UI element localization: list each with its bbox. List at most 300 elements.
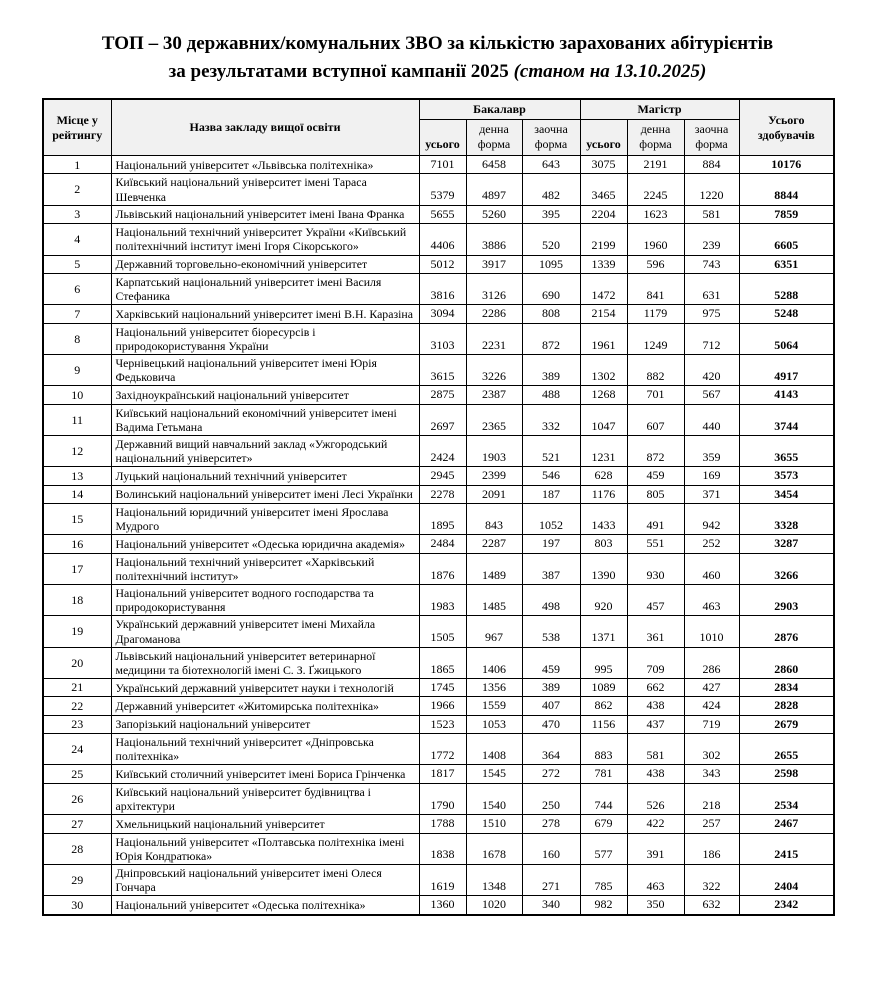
rank-cell: 6 (43, 273, 111, 304)
master-total-cell: 1472 (580, 273, 627, 304)
bachelor-total-cell: 1745 (419, 678, 466, 696)
total-students-cell: 2598 (739, 765, 834, 783)
master-part-time-cell: 460 (684, 553, 739, 584)
bachelor-total-cell: 1790 (419, 783, 466, 814)
university-name-cell: Дніпровський національний університет імені Олеся Гончара (111, 864, 419, 895)
master-full-time-cell: 581 (627, 734, 684, 765)
master-part-time-cell: 463 (684, 585, 739, 616)
total-students-cell: 4917 (739, 354, 834, 385)
header-bachelor: Бакалавр (419, 99, 580, 120)
master-total-cell: 577 (580, 833, 627, 864)
bachelor-full-time-cell: 3226 (466, 354, 522, 385)
university-name-cell: Державний вищий навчальний заклад «Ужгородський національний університет» (111, 435, 419, 466)
bachelor-total-cell: 2945 (419, 467, 466, 485)
bachelor-part-time-cell: 1052 (522, 504, 580, 535)
header-bachelor-part-time: заочна форма (522, 120, 580, 156)
bachelor-total-cell: 1523 (419, 715, 466, 733)
master-full-time-cell: 607 (627, 404, 684, 435)
bachelor-part-time-cell: 546 (522, 467, 580, 485)
rank-cell: 9 (43, 354, 111, 385)
university-name-cell: Державний торговельно-економічний університет (111, 255, 419, 273)
master-full-time-cell: 422 (627, 815, 684, 833)
master-full-time-cell: 437 (627, 715, 684, 733)
master-full-time-cell: 350 (627, 896, 684, 915)
table-row (43, 255, 834, 273)
university-name-cell: Національний університет «Львівська політехніка» (111, 156, 419, 174)
bachelor-full-time-cell: 1540 (466, 783, 522, 814)
master-full-time-cell: 391 (627, 833, 684, 864)
master-part-time-cell: 1010 (684, 616, 739, 647)
total-students-cell: 2467 (739, 815, 834, 833)
universities-table (42, 98, 835, 915)
table-row (43, 647, 834, 678)
university-name-cell: Волинський національний університет імені Лесі Українки (111, 485, 419, 503)
master-part-time-cell: 286 (684, 647, 739, 678)
bachelor-part-time-cell: 187 (522, 485, 580, 503)
bachelor-full-time-cell: 6458 (466, 156, 522, 174)
bachelor-part-time-cell: 389 (522, 678, 580, 696)
header-master: Магістр (580, 99, 739, 120)
master-part-time-cell: 884 (684, 156, 739, 174)
master-full-time-cell: 930 (627, 553, 684, 584)
master-full-time-cell: 463 (627, 864, 684, 895)
bachelor-full-time-cell: 967 (466, 616, 522, 647)
rank-cell: 27 (43, 815, 111, 833)
rank-cell: 7 (43, 305, 111, 323)
master-part-time-cell: 371 (684, 485, 739, 503)
bachelor-total-cell: 1360 (419, 896, 466, 915)
rank-cell: 8 (43, 323, 111, 354)
master-total-cell: 1089 (580, 678, 627, 696)
bachelor-full-time-cell: 4897 (466, 174, 522, 205)
master-total-cell: 1390 (580, 553, 627, 584)
master-full-time-cell: 526 (627, 783, 684, 814)
university-name-cell: Київський столичний університет імені Бориса Грінченка (111, 765, 419, 783)
master-part-time-cell: 581 (684, 205, 739, 223)
bachelor-part-time-cell: 470 (522, 715, 580, 733)
master-total-cell: 3465 (580, 174, 627, 205)
table-row (43, 678, 834, 696)
rank-cell: 23 (43, 715, 111, 733)
rank-cell: 3 (43, 205, 111, 223)
title-line1: ТОП – 30 державних/комунальних ЗВО за кількістю зарахованих абітурієнтів (101, 33, 774, 54)
bachelor-part-time-cell: 278 (522, 815, 580, 833)
bachelor-part-time-cell: 395 (522, 205, 580, 223)
bachelor-part-time-cell: 272 (522, 765, 580, 783)
bachelor-total-cell: 3094 (419, 305, 466, 323)
header-row-groups (43, 99, 834, 120)
master-full-time-cell: 2245 (627, 174, 684, 205)
bachelor-full-time-cell: 1406 (466, 647, 522, 678)
master-part-time-cell: 186 (684, 833, 739, 864)
table-row (43, 815, 834, 833)
university-name-cell: Національний технічний університет України «Київський політехнічний інститут імені Ігоря Сікорського» (111, 224, 419, 255)
table-row (43, 734, 834, 765)
table-row (43, 386, 834, 404)
university-name-cell: Хмельницький національний університет (111, 815, 419, 833)
master-part-time-cell: 719 (684, 715, 739, 733)
master-part-time-cell: 567 (684, 386, 739, 404)
total-students-cell: 2534 (739, 783, 834, 814)
master-total-cell: 920 (580, 585, 627, 616)
master-total-cell: 995 (580, 647, 627, 678)
master-part-time-cell: 1220 (684, 174, 739, 205)
university-name-cell: Чернівецький національний університет імені Юрія Федьковича (111, 354, 419, 385)
master-full-time-cell: 361 (627, 616, 684, 647)
table-row (43, 224, 834, 255)
master-total-cell: 1339 (580, 255, 627, 273)
master-part-time-cell: 743 (684, 255, 739, 273)
bachelor-full-time-cell: 1545 (466, 765, 522, 783)
bachelor-part-time-cell: 271 (522, 864, 580, 895)
master-full-time-cell: 1623 (627, 205, 684, 223)
bachelor-total-cell: 2697 (419, 404, 466, 435)
bachelor-full-time-cell: 2365 (466, 404, 522, 435)
table-row (43, 504, 834, 535)
bachelor-total-cell: 5379 (419, 174, 466, 205)
bachelor-total-cell: 1838 (419, 833, 466, 864)
rank-cell: 29 (43, 864, 111, 895)
bachelor-part-time-cell: 520 (522, 224, 580, 255)
bachelor-full-time-cell: 1510 (466, 815, 522, 833)
bachelor-total-cell: 1865 (419, 647, 466, 678)
table-row (43, 435, 834, 466)
table-header (43, 99, 834, 156)
total-students-cell: 6351 (739, 255, 834, 273)
table-row (43, 354, 834, 385)
total-students-cell: 2404 (739, 864, 834, 895)
title-date: (станом на 13.10.2025) (513, 60, 707, 82)
rank-cell: 21 (43, 678, 111, 696)
master-total-cell: 1176 (580, 485, 627, 503)
total-students-cell: 5248 (739, 305, 834, 323)
master-full-time-cell: 459 (627, 467, 684, 485)
total-students-cell: 2655 (739, 734, 834, 765)
master-full-time-cell: 457 (627, 585, 684, 616)
master-total-cell: 1268 (580, 386, 627, 404)
bachelor-part-time-cell: 407 (522, 697, 580, 715)
bachelor-part-time-cell: 332 (522, 404, 580, 435)
total-students-cell: 10176 (739, 156, 834, 174)
university-name-cell: Карпатський національний університет імені Василя Стефаника (111, 273, 419, 304)
bachelor-part-time-cell: 1095 (522, 255, 580, 273)
header-university-name: Назва закладу вищої освіти (111, 99, 419, 156)
total-students-cell: 2828 (739, 697, 834, 715)
university-name-cell: Національний технічний університет «Дніпровська політехніка» (111, 734, 419, 765)
bachelor-full-time-cell: 1356 (466, 678, 522, 696)
rank-cell: 28 (43, 833, 111, 864)
bachelor-full-time-cell: 2399 (466, 467, 522, 485)
master-total-cell: 1433 (580, 504, 627, 535)
bachelor-total-cell: 5012 (419, 255, 466, 273)
table-row (43, 323, 834, 354)
master-total-cell: 781 (580, 765, 627, 783)
bachelor-full-time-cell: 2387 (466, 386, 522, 404)
master-total-cell: 883 (580, 734, 627, 765)
rank-cell: 16 (43, 535, 111, 553)
header-master-total: усього (580, 120, 627, 156)
master-total-cell: 679 (580, 815, 627, 833)
master-total-cell: 2199 (580, 224, 627, 255)
table-row (43, 273, 834, 304)
master-full-time-cell: 491 (627, 504, 684, 535)
master-part-time-cell: 631 (684, 273, 739, 304)
bachelor-full-time-cell: 1903 (466, 435, 522, 466)
bachelor-total-cell: 1772 (419, 734, 466, 765)
bachelor-part-time-cell: 389 (522, 354, 580, 385)
total-students-cell: 3266 (739, 553, 834, 584)
master-full-time-cell: 841 (627, 273, 684, 304)
bachelor-part-time-cell: 808 (522, 305, 580, 323)
master-part-time-cell: 252 (684, 535, 739, 553)
master-total-cell: 1302 (580, 354, 627, 385)
bachelor-full-time-cell: 1020 (466, 896, 522, 915)
bachelor-full-time-cell: 843 (466, 504, 522, 535)
bachelor-part-time-cell: 643 (522, 156, 580, 174)
university-name-cell: Київський національний економічний університет імені Вадима Гетьмана (111, 404, 419, 435)
master-part-time-cell: 302 (684, 734, 739, 765)
master-total-cell: 1047 (580, 404, 627, 435)
bachelor-full-time-cell: 3917 (466, 255, 522, 273)
university-name-cell: Національний університет біоресурсів і природокористування України (111, 323, 419, 354)
rank-cell: 12 (43, 435, 111, 466)
table-row (43, 404, 834, 435)
rank-cell: 25 (43, 765, 111, 783)
bachelor-part-time-cell: 459 (522, 647, 580, 678)
bachelor-part-time-cell: 538 (522, 616, 580, 647)
bachelor-total-cell: 1983 (419, 585, 466, 616)
table-row (43, 485, 834, 503)
bachelor-total-cell: 2278 (419, 485, 466, 503)
bachelor-total-cell: 3615 (419, 354, 466, 385)
table-row (43, 765, 834, 783)
bachelor-part-time-cell: 872 (522, 323, 580, 354)
table-row (43, 467, 834, 485)
total-students-cell: 3744 (739, 404, 834, 435)
header-bachelor-total: усього (419, 120, 466, 156)
bachelor-part-time-cell: 482 (522, 174, 580, 205)
university-name-cell: Національний юридичний університет імені Ярослава Мудрого (111, 504, 419, 535)
master-part-time-cell: 712 (684, 323, 739, 354)
total-students-cell: 2860 (739, 647, 834, 678)
bachelor-part-time-cell: 521 (522, 435, 580, 466)
rank-cell: 11 (43, 404, 111, 435)
bachelor-total-cell: 5655 (419, 205, 466, 223)
master-full-time-cell: 438 (627, 697, 684, 715)
master-total-cell: 785 (580, 864, 627, 895)
total-students-cell: 3287 (739, 535, 834, 553)
rank-cell: 24 (43, 734, 111, 765)
rank-cell: 22 (43, 697, 111, 715)
header-master-full-time: денна форма (627, 120, 684, 156)
total-students-cell: 3655 (739, 435, 834, 466)
table-row (43, 896, 834, 915)
master-full-time-cell: 701 (627, 386, 684, 404)
university-name-cell: Український державний університет імені Михайла Драгоманова (111, 616, 419, 647)
master-full-time-cell: 709 (627, 647, 684, 678)
master-full-time-cell: 596 (627, 255, 684, 273)
bachelor-full-time-cell: 3126 (466, 273, 522, 304)
bachelor-total-cell: 1876 (419, 553, 466, 584)
total-students-cell: 2876 (739, 616, 834, 647)
master-part-time-cell: 218 (684, 783, 739, 814)
total-students-cell: 4143 (739, 386, 834, 404)
bachelor-part-time-cell: 498 (522, 585, 580, 616)
header-bachelor-full-time: денна форма (466, 120, 522, 156)
master-total-cell: 1371 (580, 616, 627, 647)
master-part-time-cell: 239 (684, 224, 739, 255)
rank-cell: 15 (43, 504, 111, 535)
bachelor-total-cell: 1505 (419, 616, 466, 647)
university-name-cell: Національний університет «Одеська політехніка» (111, 896, 419, 915)
rank-cell: 10 (43, 386, 111, 404)
university-name-cell: Запорізький національний університет (111, 715, 419, 733)
bachelor-total-cell: 3103 (419, 323, 466, 354)
bachelor-full-time-cell: 2287 (466, 535, 522, 553)
table-row (43, 833, 834, 864)
master-total-cell: 2154 (580, 305, 627, 323)
bachelor-part-time-cell: 250 (522, 783, 580, 814)
university-name-cell: Національний університет «Одеська юридична академія» (111, 535, 419, 553)
total-students-cell: 3573 (739, 467, 834, 485)
rank-cell: 1 (43, 156, 111, 174)
master-total-cell: 744 (580, 783, 627, 814)
table-row (43, 205, 834, 223)
table-row (43, 305, 834, 323)
university-name-cell: Київський національний університет будівництва і архітектури (111, 783, 419, 814)
bachelor-full-time-cell: 1559 (466, 697, 522, 715)
master-part-time-cell: 343 (684, 765, 739, 783)
bachelor-full-time-cell: 1408 (466, 734, 522, 765)
total-students-cell: 2679 (739, 715, 834, 733)
bachelor-total-cell: 2484 (419, 535, 466, 553)
bachelor-total-cell: 2424 (419, 435, 466, 466)
master-full-time-cell: 1179 (627, 305, 684, 323)
bachelor-part-time-cell: 160 (522, 833, 580, 864)
rank-cell: 4 (43, 224, 111, 255)
bachelor-full-time-cell: 5260 (466, 205, 522, 223)
university-name-cell: Національний університет водного господарства та природокористування (111, 585, 419, 616)
total-students-cell: 2415 (739, 833, 834, 864)
table-row (43, 156, 834, 174)
master-part-time-cell: 427 (684, 678, 739, 696)
bachelor-total-cell: 1817 (419, 765, 466, 783)
master-full-time-cell: 1960 (627, 224, 684, 255)
master-total-cell: 1156 (580, 715, 627, 733)
table-row (43, 864, 834, 895)
table-row (43, 616, 834, 647)
total-students-cell: 8844 (739, 174, 834, 205)
master-full-time-cell: 2191 (627, 156, 684, 174)
bachelor-total-cell: 4406 (419, 224, 466, 255)
rank-cell: 18 (43, 585, 111, 616)
rank-cell: 20 (43, 647, 111, 678)
total-students-cell: 2342 (739, 896, 834, 915)
rank-cell: 13 (43, 467, 111, 485)
master-part-time-cell: 975 (684, 305, 739, 323)
rank-cell: 5 (43, 255, 111, 273)
bachelor-full-time-cell: 3886 (466, 224, 522, 255)
bachelor-total-cell: 2875 (419, 386, 466, 404)
total-students-cell: 2834 (739, 678, 834, 696)
master-total-cell: 862 (580, 697, 627, 715)
master-part-time-cell: 632 (684, 896, 739, 915)
master-total-cell: 803 (580, 535, 627, 553)
master-part-time-cell: 257 (684, 815, 739, 833)
university-name-cell: Київський національний університет імені Тараса Шевченка (111, 174, 419, 205)
university-name-cell: Державний університет «Житомирська політехніка» (111, 697, 419, 715)
master-full-time-cell: 805 (627, 485, 684, 503)
table-row (43, 783, 834, 814)
bachelor-full-time-cell: 2286 (466, 305, 522, 323)
university-name-cell: Український державний університет науки і технологій (111, 678, 419, 696)
table-body (43, 156, 834, 915)
university-name-cell: Національний технічний університет «Харківський політехнічний інститут» (111, 553, 419, 584)
header-rank: Місце у рейтингу (43, 99, 111, 156)
bachelor-full-time-cell: 1053 (466, 715, 522, 733)
master-full-time-cell: 882 (627, 354, 684, 385)
table-row (43, 715, 834, 733)
bachelor-full-time-cell: 1678 (466, 833, 522, 864)
bachelor-part-time-cell: 690 (522, 273, 580, 304)
master-total-cell: 982 (580, 896, 627, 915)
total-students-cell: 6605 (739, 224, 834, 255)
bachelor-total-cell: 1966 (419, 697, 466, 715)
bachelor-full-time-cell: 1348 (466, 864, 522, 895)
master-total-cell: 1231 (580, 435, 627, 466)
master-part-time-cell: 322 (684, 864, 739, 895)
bachelor-full-time-cell: 2231 (466, 323, 522, 354)
total-students-cell: 7859 (739, 205, 834, 223)
bachelor-part-time-cell: 387 (522, 553, 580, 584)
master-full-time-cell: 1249 (627, 323, 684, 354)
rank-cell: 30 (43, 896, 111, 915)
table-row (43, 697, 834, 715)
master-full-time-cell: 662 (627, 678, 684, 696)
bachelor-part-time-cell: 488 (522, 386, 580, 404)
rank-cell: 19 (43, 616, 111, 647)
bachelor-total-cell: 7101 (419, 156, 466, 174)
master-part-time-cell: 359 (684, 435, 739, 466)
table-row (43, 585, 834, 616)
rank-cell: 26 (43, 783, 111, 814)
header-master-part-time: заочна форма (684, 120, 739, 156)
master-part-time-cell: 424 (684, 697, 739, 715)
university-name-cell: Національний університет «Полтавська політехніка імені Юрія Кондратюка» (111, 833, 419, 864)
bachelor-full-time-cell: 2091 (466, 485, 522, 503)
bachelor-part-time-cell: 197 (522, 535, 580, 553)
master-total-cell: 1961 (580, 323, 627, 354)
master-total-cell: 628 (580, 467, 627, 485)
rank-cell: 2 (43, 174, 111, 205)
master-full-time-cell: 551 (627, 535, 684, 553)
master-full-time-cell: 438 (627, 765, 684, 783)
master-part-time-cell: 420 (684, 354, 739, 385)
university-name-cell: Харківський національний університет імені В.Н. Каразіна (111, 305, 419, 323)
master-part-time-cell: 169 (684, 467, 739, 485)
table-row (43, 535, 834, 553)
university-name-cell: Львівський національний університет ветеринарної медицини та біотехнологій імені С. З. Ґжицького (111, 647, 419, 678)
page-title (42, 30, 833, 85)
bachelor-total-cell: 1788 (419, 815, 466, 833)
university-name-cell: Луцький національний технічний університет (111, 467, 419, 485)
university-name-cell: Львівський національний університет імені Івана Франка (111, 205, 419, 223)
table-row (43, 174, 834, 205)
header-total-students: Усього здобувачів (739, 99, 834, 156)
total-students-cell: 5288 (739, 273, 834, 304)
title-line2: за результатами вступної кампанії 2025 (168, 60, 514, 82)
total-students-cell: 3328 (739, 504, 834, 535)
